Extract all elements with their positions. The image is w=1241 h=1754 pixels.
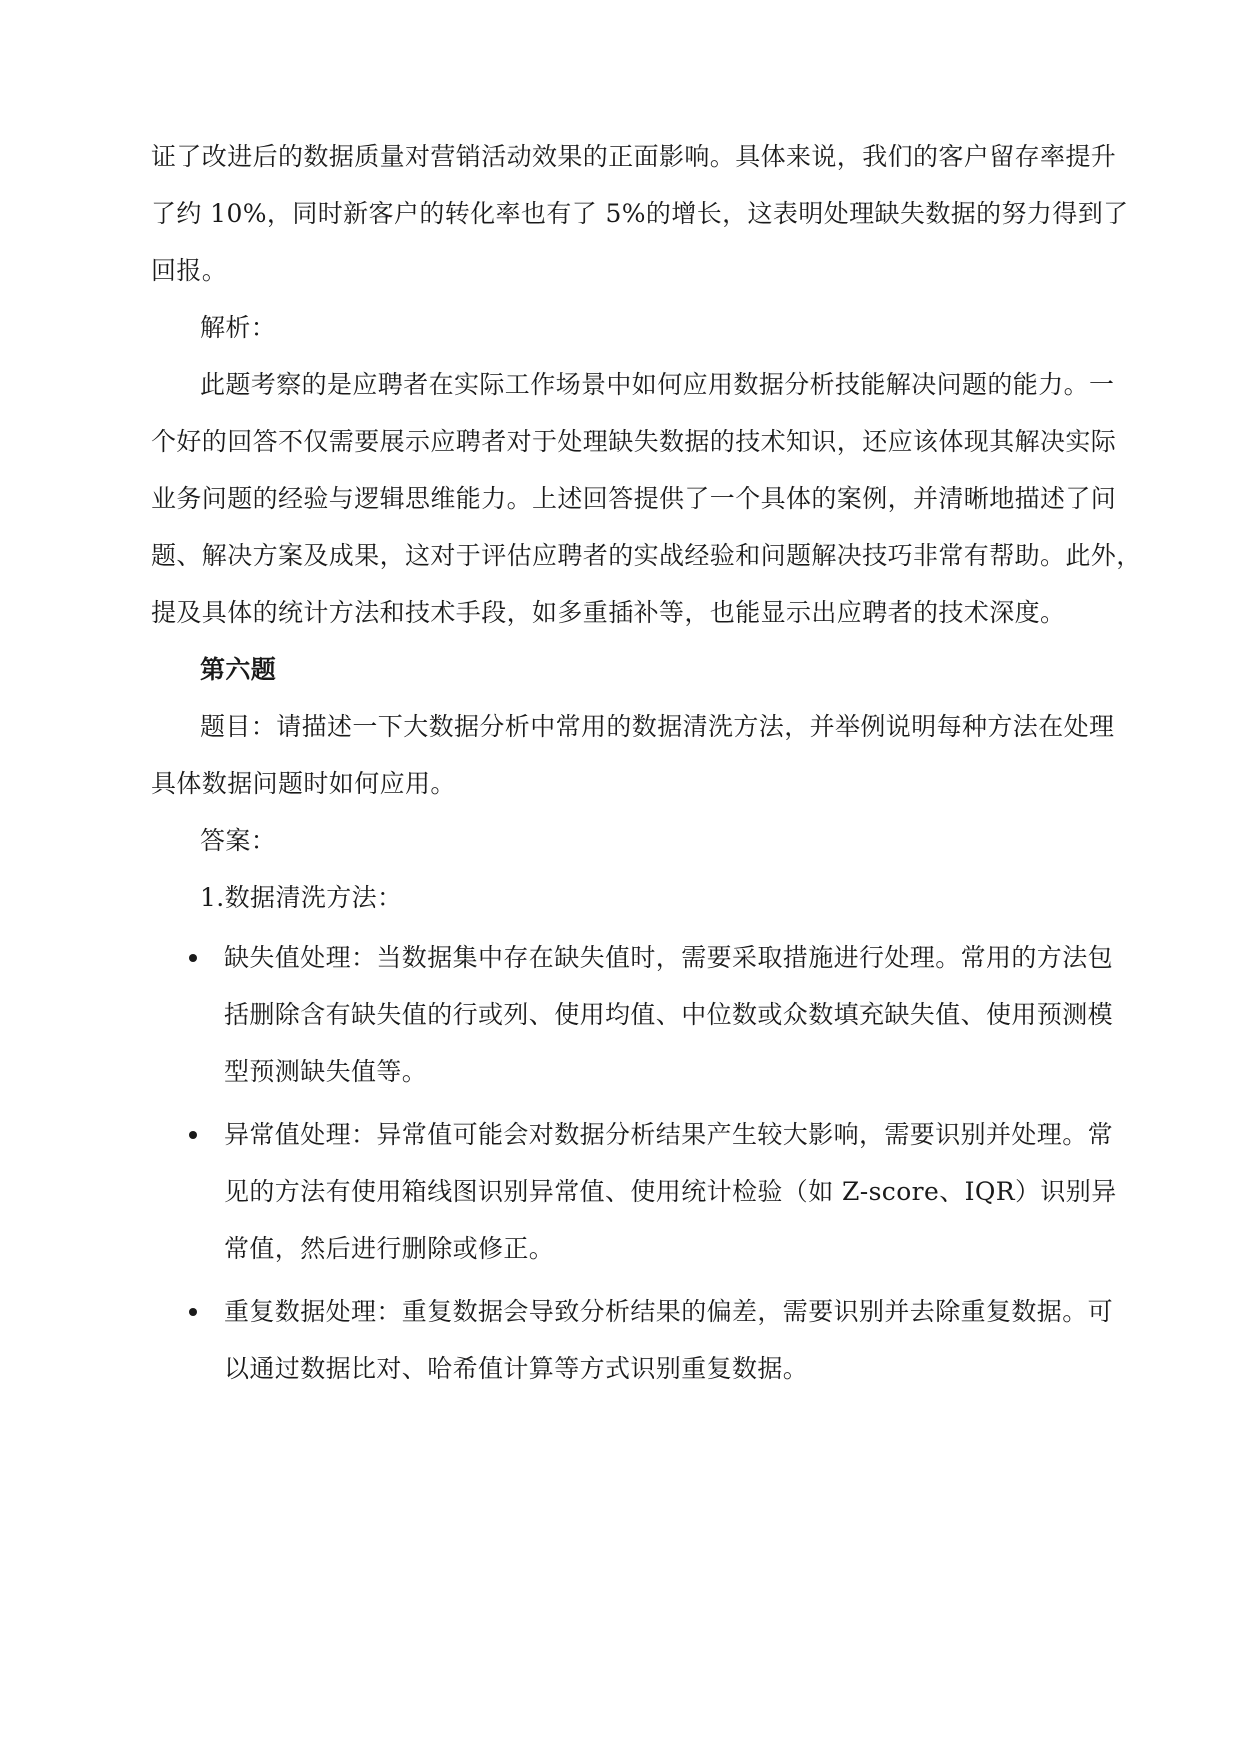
list-item-line: 异常值处理：异常值可能会对数据分析结果产生较大影响，需要识别并处理。常 xyxy=(224,1120,1114,1149)
list-item-line: 括删除含有缺失值的行或列、使用均值、中位数或众数填充缺失值、使用预测模 xyxy=(224,1000,1114,1029)
methods-label: 1.数据清洗方法： xyxy=(200,883,403,912)
list-item-line: 型预测缺失值等。 xyxy=(224,1057,428,1086)
paragraph-line: 业务问题的经验与逻辑思维能力。上述回答提供了一个具体的案例，并清晰地描述了问 xyxy=(151,484,1117,513)
bullet-icon xyxy=(189,954,197,962)
paragraph-line: 了约 10%，同时新客户的转化率也有了 5%的增长，这表明处理缺失数据的努力得到了 xyxy=(151,199,1129,228)
paragraph-line: 个好的回答不仅需要展示应聘者对于处理缺失数据的技术知识，还应该体现其解决实际 xyxy=(151,427,1117,456)
bullet-icon xyxy=(189,1308,197,1316)
list-item-line: 以通过数据比对、哈希值计算等方式识别重复数据。 xyxy=(224,1354,809,1383)
paragraph-line: 题、解决方案及成果，这对于评估应聘者的实战经验和问题解决技巧非常有帮助。此外， xyxy=(151,541,1142,570)
list-item-line: 见的方法有使用箱线图识别异常值、使用统计检验（如 Z-score、IQR）识别异 xyxy=(224,1177,1117,1206)
question-line: 具体数据问题时如何应用。 xyxy=(151,769,456,798)
list-item-line: 重复数据处理：重复数据会导致分析结果的偏差，需要识别并去除重复数据。可 xyxy=(224,1297,1114,1326)
paragraph-line: 证了改进后的数据质量对营销活动效果的正面影响。具体来说，我们的客户留存率提升 xyxy=(151,142,1117,171)
paragraph-line: 此题考察的是应聘者在实际工作场景中如何应用数据分析技能解决问题的能力。一 xyxy=(200,370,1115,399)
list-item-line: 常值，然后进行删除或修正。 xyxy=(224,1234,555,1263)
section-heading: 第六题 xyxy=(200,655,277,684)
bullet-icon xyxy=(189,1131,197,1139)
answer-label: 答案： xyxy=(200,826,277,855)
list-item-line: 缺失值处理：当数据集中存在缺失值时，需要采取措施进行处理。常用的方法包 xyxy=(224,943,1114,972)
paragraph-line: 回报。 xyxy=(151,256,228,285)
paragraph-line: 提及具体的统计方法和技术手段，如多重插补等，也能显示出应聘者的技术深度。 xyxy=(151,598,1066,627)
analysis-label: 解析： xyxy=(200,313,277,342)
question-line: 题目：请描述一下大数据分析中常用的数据清洗方法，并举例说明每种方法在处理 xyxy=(200,712,1115,741)
